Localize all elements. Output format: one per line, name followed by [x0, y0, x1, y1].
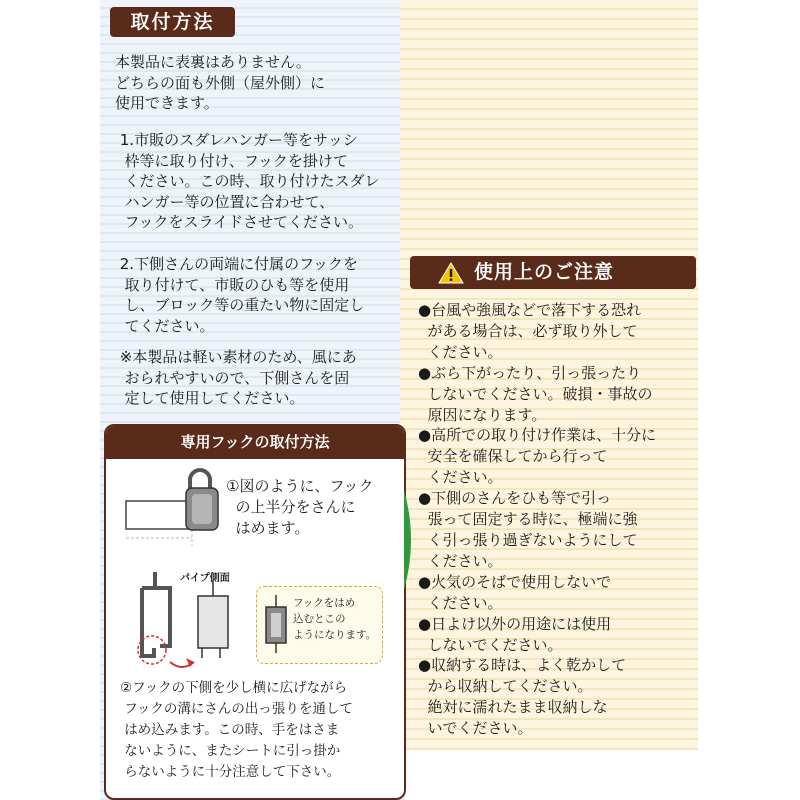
hook-fitted-icon: [261, 593, 291, 657]
hook-fitted-text: フックをはめ 込むとこの ようになります。: [293, 597, 377, 641]
install-intro: 本製品に表裏はありません。 どちらの面も外側（屋外側）に 使用できます。: [115, 53, 326, 112]
hook-fitted-callout: [256, 586, 383, 664]
warning-icon: [438, 262, 464, 284]
install-title: 取付方法: [110, 7, 235, 37]
hook-title: 専用フックの取付方法: [106, 426, 404, 459]
caution-title: 使用上のご注意: [474, 261, 615, 283]
caution-title-bar: [410, 256, 696, 289]
install-note: ※本製品は軽い素材のため、風にあ おられやすいので、下側さんを固 定して使用してください。: [119, 348, 357, 407]
install-step-2: 2.下側さんの両端に付属のフックを 取り付けて、市販のひも等を使用 し、ブロック等の重たい物に固定し てください。: [119, 255, 365, 335]
hook-profile-diagram: [120, 566, 260, 676]
install-step-1: 1.市販のスダレハンガー等をサッシ 枠等に取り付け、フックを掛けて ください。この時、取り付けたスダレ ハンガー等の位置に合わせて、 フックをスライドさせてください。: [119, 131, 380, 231]
pipe-side-label: パイプ側面: [180, 573, 230, 584]
hook-on-rail-illustration: [122, 468, 222, 558]
hook-step-1: ①図のように、フック の上半分をさんに はめます。: [226, 477, 374, 537]
hook-instructions-box: [104, 424, 406, 800]
hook-step-2: ②フックの下側を少し横に広げながら フックの溝にさんの出っ張りを通して はめ込みます。この時、手をはさま ないように、またシートに引っ掛か らないように十分注意して下さい。: [120, 680, 353, 780]
green-tab-decoration: [404, 490, 418, 590]
caution-list: ●台風や強風などで落下する恐れ がある場合は、必ず取り外して ください。 ●ぶら下がったり、引っ張ったり しないでください。破損・事故の 原因になります。 ●高所での取り付け作業は、十分に 安全を確保してから行って ください。 ●下側のさんをひも等で引っ 張って固定する時に、極端に強 く引っ張り過ぎないようにして ください。 ●火気のそばで使用しないで ください。 ●日よけ以外の用途には使用 しないでください。 ●収納する時は、よく乾かして から収納してください。 絶対に濡れたまま収納しな いでください。: [418, 301, 657, 738]
